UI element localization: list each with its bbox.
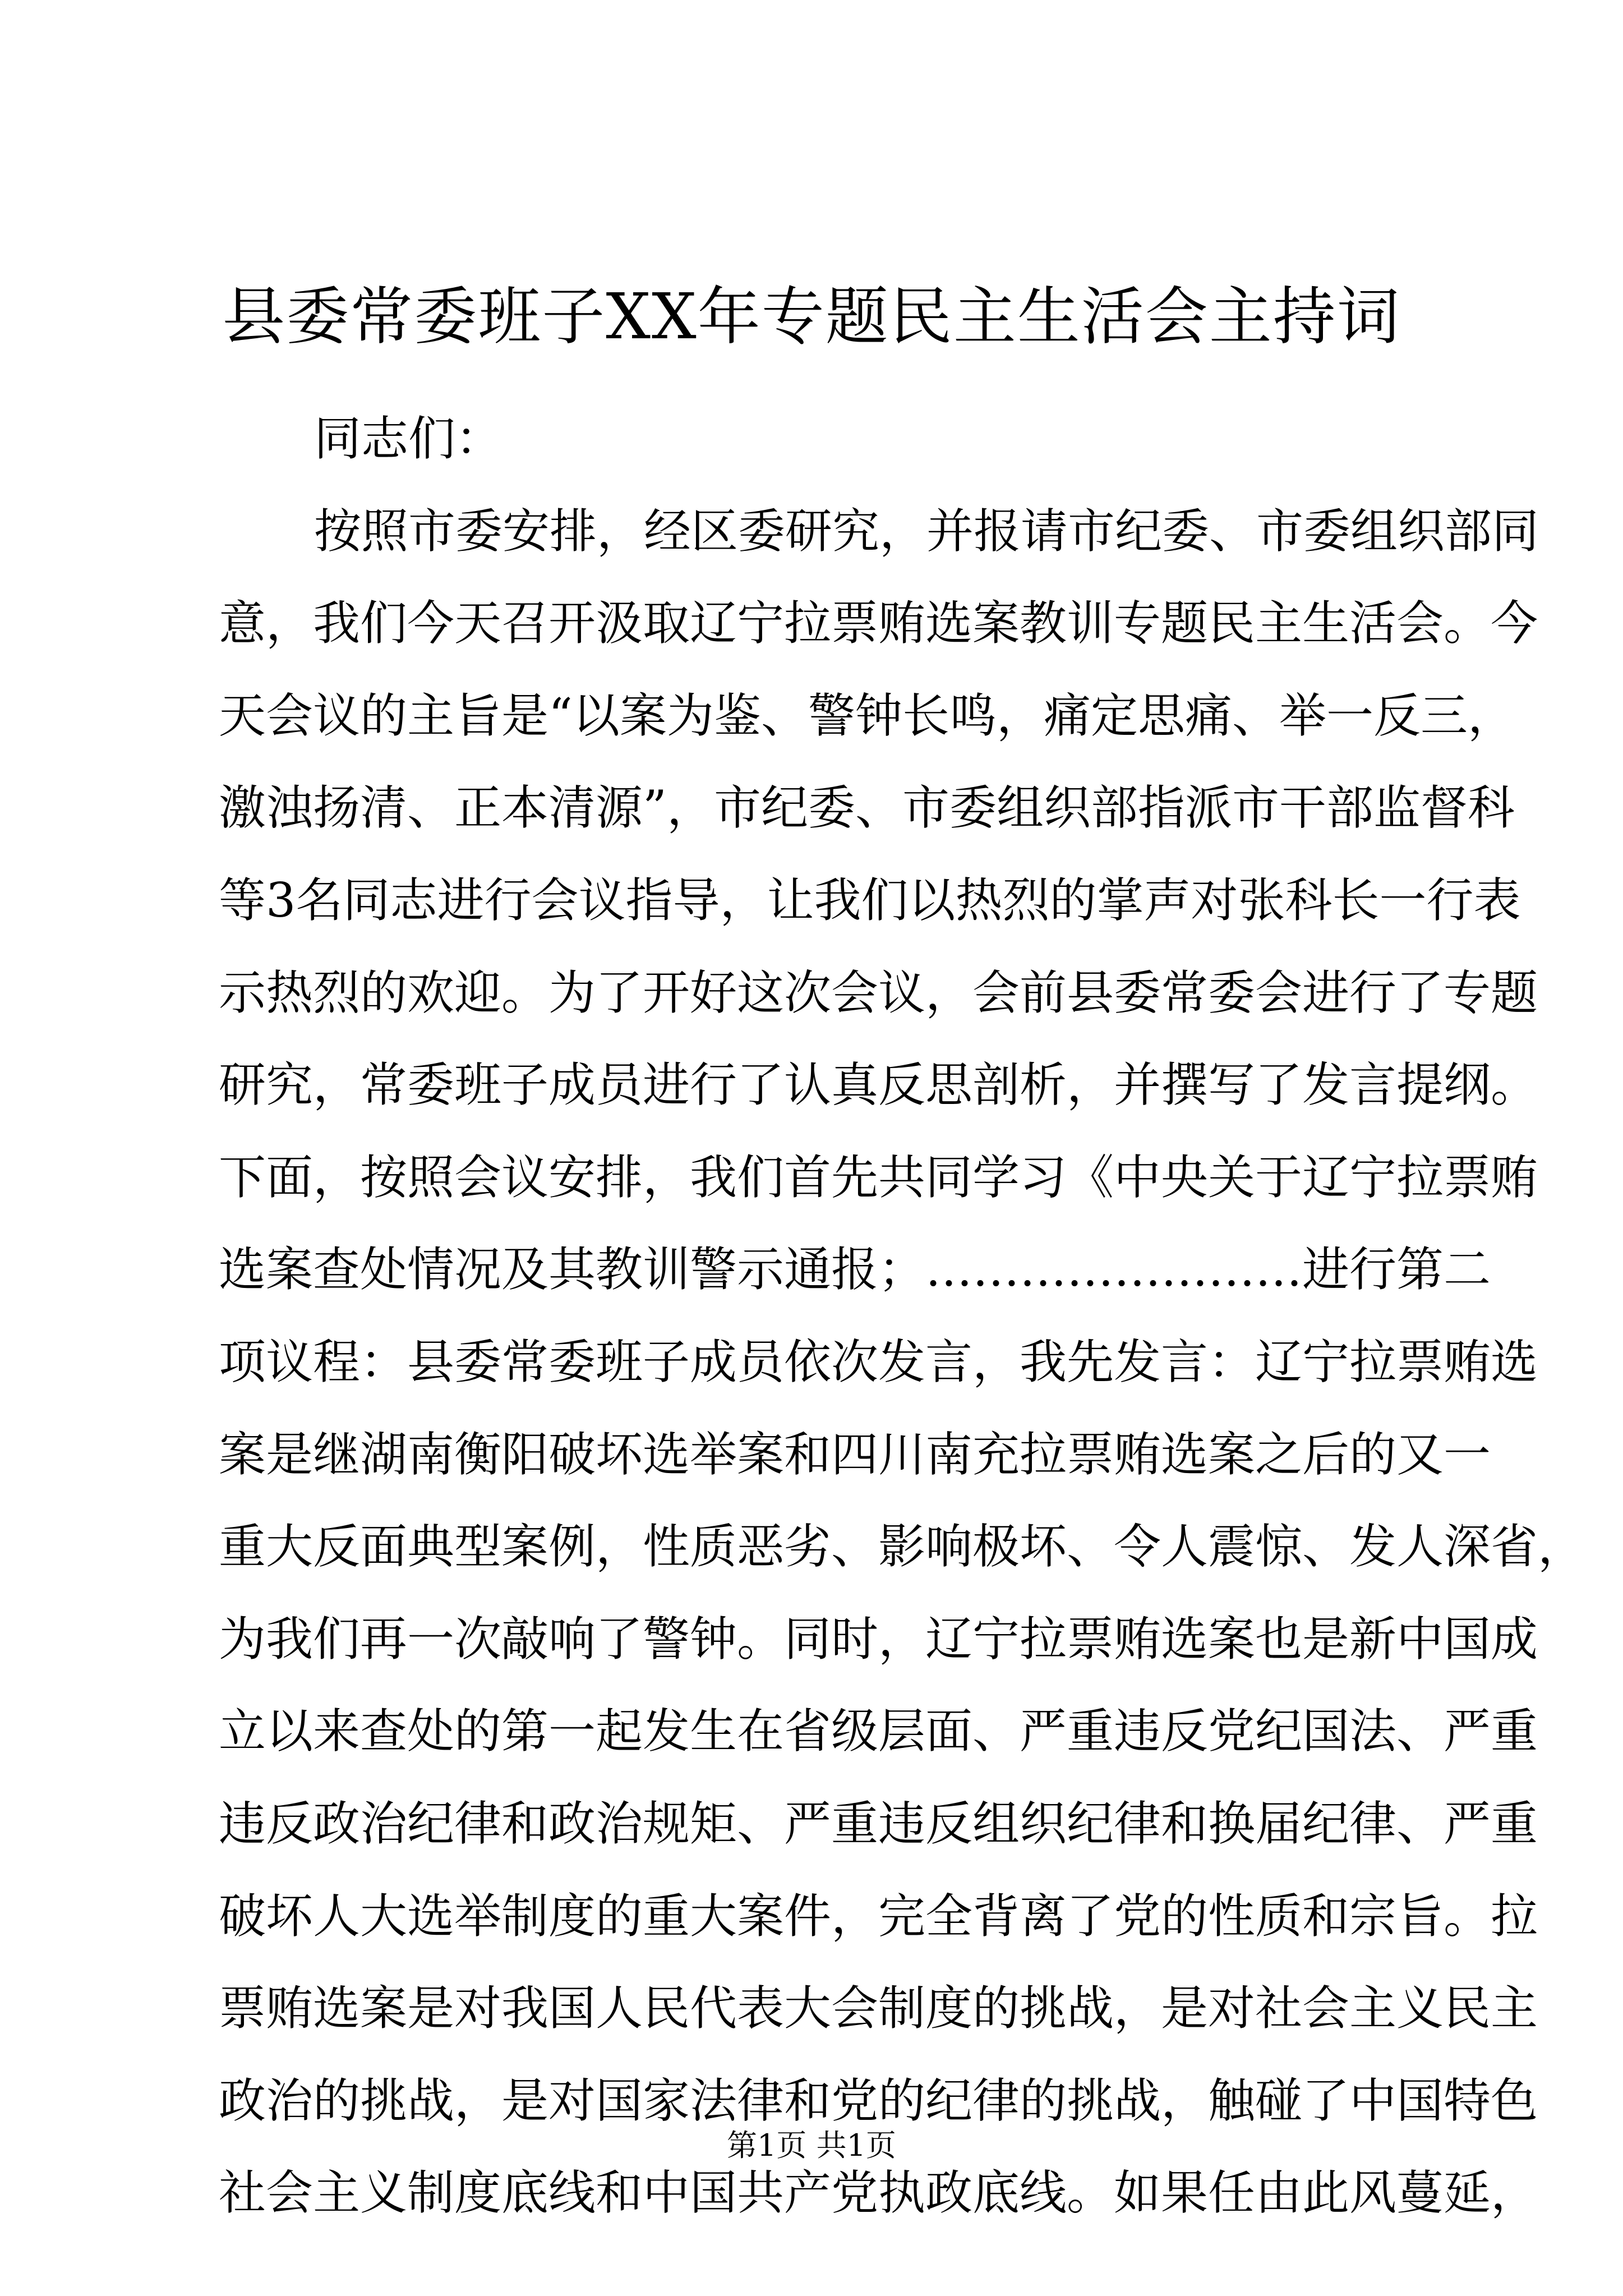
body-line: 破坏人大选举制度的重大案件，完全背离了党的性质和宗旨。拉	[219, 1888, 1538, 1944]
body-line: 重大反面典型案例，性质恶劣、影响极坏、令人震惊、发人深省，	[219, 1519, 1585, 1575]
body-line: 项议程：县委常委班子成员依次发言，我先发言：辽宁拉票贿选	[219, 1334, 1538, 1389]
body-line: 研究，常委班子成员进行了认真反思剖析，并撰写了发言提纲。	[219, 1057, 1538, 1113]
body-line: 为我们再一次敲响了警钟。同时，辽宁拉票贿选案也是新中国成	[219, 1611, 1538, 1667]
body-line: 选案查处情况及其教训警示通报；……………………进行第二	[219, 1242, 1491, 1297]
body-line: 票贿选案是对我国人民代表大会制度的挑战，是对社会主义民主	[219, 1981, 1538, 2036]
body-line: 政治的挑战，是对国家法律和党的纪律的挑战，触碰了中国特色	[219, 2073, 1538, 2128]
body-line: 按照市委安排，经区委研究，并报请市纪委、市委组织部同	[314, 503, 1539, 559]
body-line: 立以来查处的第一起发生在省级层面、严重违反党纪国法、严重	[219, 1704, 1538, 1759]
document-title: 县委常委班子XX年专题民主生活会主持词	[222, 280, 1401, 353]
body-line: 案是继湖南衡阳破坏选举案和四川南充拉票贿选案之后的又一	[219, 1427, 1491, 1482]
body-line: 天会议的主旨是“以案为鉴、警钟长鸣，痛定思痛、举一反三，	[219, 688, 1515, 743]
document-body	[219, 393, 1585, 2239]
body-line: 违反政治纪律和政治规矩、严重违反组织纪律和换届纪律、严重	[219, 1796, 1538, 1851]
body-line: 社会主义制度底线和中国共产党执政底线。如果任由此风蔓延，	[219, 2165, 1538, 2221]
body-line: 等3名同志进行会议指导，让我们以热烈的掌声对张科长一行表	[219, 872, 1521, 928]
body-line: 示热烈的欢迎。为了开好这次会议，会前县委常委会进行了专题	[219, 965, 1538, 1020]
body-line: 激浊扬清、正本清源”，市纪委、市委组织部指派市干部监督科	[219, 780, 1515, 836]
body-line: 意，我们今天召开汲取辽宁拉票贿选案教训专题民主生活会。今	[219, 596, 1538, 651]
page-footer: 第1页 共1页	[727, 2128, 896, 2163]
salutation: 同志们：	[314, 411, 503, 466]
body-line: 下面，按照会议安排，我们首先共同学习《中央关于辽宁拉票贿	[219, 1149, 1538, 1205]
